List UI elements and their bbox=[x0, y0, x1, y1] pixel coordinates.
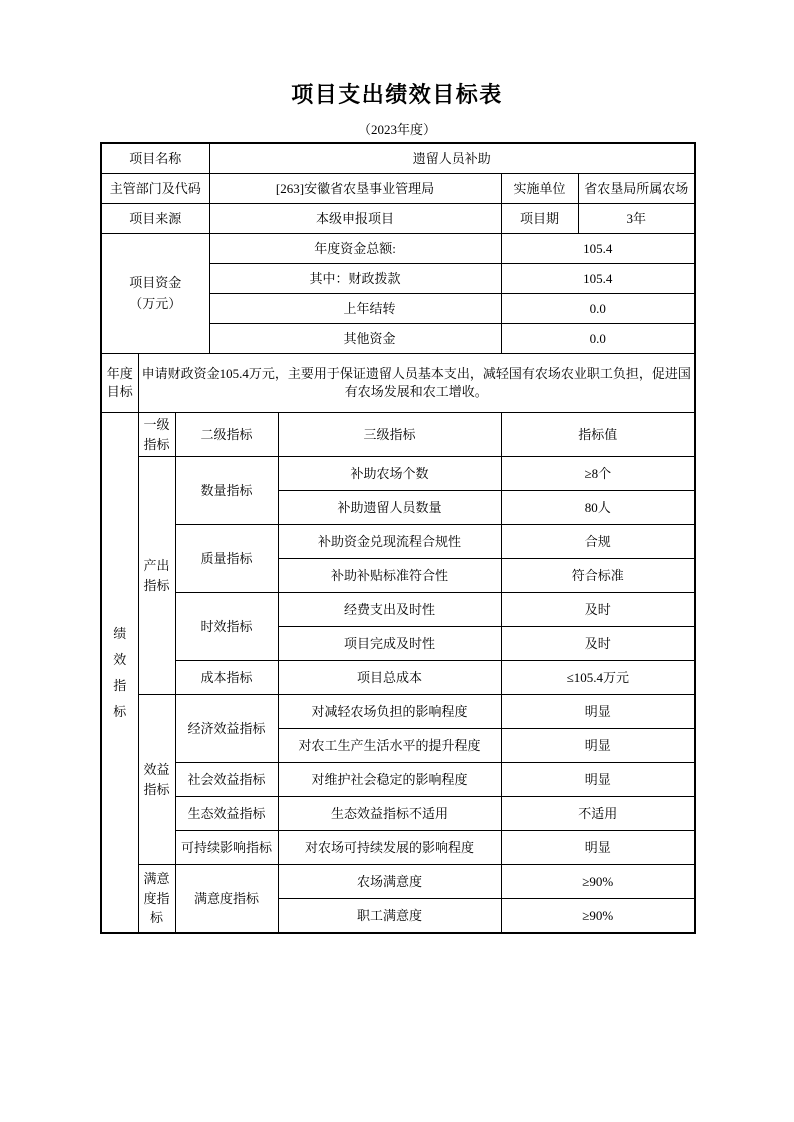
level2-quality: 质量指标 bbox=[175, 525, 278, 593]
indicator-value: 明显 bbox=[501, 831, 695, 865]
indicator-value: ≤105.4万元 bbox=[501, 661, 695, 695]
header-level1-text: 一级指标 bbox=[143, 417, 170, 452]
level3-indicator: 补助农场个数 bbox=[278, 457, 501, 491]
annual-goal-label: 年度目标 bbox=[101, 354, 138, 413]
level3-indicator: 对维护社会稳定的影响程度 bbox=[278, 763, 501, 797]
funds-row-other-value: 0.0 bbox=[501, 324, 695, 354]
level1-satisfaction-text: 满意度指标 bbox=[143, 871, 170, 926]
indicator-value: 明显 bbox=[501, 695, 695, 729]
department-value: [263]安徽省农垦事业管理局 bbox=[209, 174, 501, 204]
performance-target-table bbox=[100, 142, 696, 934]
level3-indicator: 生态效益指标不适用 bbox=[278, 797, 501, 831]
level3-indicator: 补助遗留人员数量 bbox=[278, 491, 501, 525]
level3-indicator: 项目完成及时性 bbox=[278, 627, 501, 661]
funds-label-line1: 项目资金 bbox=[129, 274, 182, 290]
level1-output bbox=[138, 457, 175, 695]
table-row bbox=[101, 174, 695, 204]
indicator-value: 及时 bbox=[501, 593, 695, 627]
level3-indicator: 补助补贴标准符合性 bbox=[278, 559, 501, 593]
level3-indicator: 职工满意度 bbox=[278, 899, 501, 934]
project-period-value: 3年 bbox=[578, 204, 695, 234]
project-source-label: 项目来源 bbox=[101, 204, 209, 234]
level2-sustainable: 可持续影响指标 bbox=[175, 831, 278, 865]
annual-goal-text: 申请财政资金105.4万元，主要用于保证遗留人员基本支出，减轻国有农场农业职工负担，促进国有农场发展和农工增收。 bbox=[138, 354, 695, 413]
project-period-label: 项目期 bbox=[501, 204, 578, 234]
level2-quantity: 数量指标 bbox=[175, 457, 278, 525]
level3-indicator: 补助资金兑现流程合规性 bbox=[278, 525, 501, 559]
page-title: 项目支出绩效目标表 bbox=[291, 82, 503, 107]
level1-output-text: 产出指标 bbox=[143, 558, 170, 593]
performance-indicator-group-text: 绩效指标 bbox=[113, 625, 127, 719]
table-row bbox=[101, 457, 695, 491]
indicator-value: 及时 bbox=[501, 627, 695, 661]
table-row bbox=[101, 763, 695, 797]
level2-social: 社会效益指标 bbox=[175, 763, 278, 797]
level3-indicator: 对减轻农场负担的影响程度 bbox=[278, 695, 501, 729]
funds-row-fiscal-value: 105.4 bbox=[501, 264, 695, 294]
indicator-value: 合规 bbox=[501, 525, 695, 559]
header-level3: 三级指标 bbox=[278, 413, 501, 457]
funds-row-other-label: 其他资金 bbox=[209, 324, 501, 354]
level1-benefit bbox=[138, 695, 175, 865]
level2-satisfaction: 满意度指标 bbox=[175, 865, 278, 934]
project-name-label: 项目名称 bbox=[101, 143, 209, 174]
project-funds-label-text bbox=[129, 275, 181, 311]
level3-indicator: 项目总成本 bbox=[278, 661, 501, 695]
impl-unit-label: 实施单位 bbox=[501, 174, 578, 204]
impl-unit-value: 省农垦局所属农场 bbox=[578, 174, 695, 204]
project-source-value: 本级申报项目 bbox=[209, 204, 501, 234]
funds-row-total-label: 年度资金总额: bbox=[209, 234, 501, 264]
table-row bbox=[101, 143, 695, 174]
level3-indicator: 经费支出及时性 bbox=[278, 593, 501, 627]
table-row bbox=[101, 204, 695, 234]
table-row bbox=[101, 661, 695, 695]
indicator-value: 符合标准 bbox=[501, 559, 695, 593]
table-row bbox=[101, 797, 695, 831]
header-level1 bbox=[138, 413, 175, 457]
funds-row-carryover-value: 0.0 bbox=[501, 294, 695, 324]
level3-indicator: 对农场可持续发展的影响程度 bbox=[278, 831, 501, 865]
indicator-value: 80人 bbox=[501, 491, 695, 525]
funds-label-line2: （万元） bbox=[129, 295, 182, 311]
table-row bbox=[101, 413, 695, 457]
level3-indicator: 对农工生产生活水平的提升程度 bbox=[278, 729, 501, 763]
table-row bbox=[101, 865, 695, 899]
table-row bbox=[101, 695, 695, 729]
level2-economic: 经济效益指标 bbox=[175, 695, 278, 763]
level1-satisfaction bbox=[138, 865, 175, 934]
performance-indicator-group-label bbox=[101, 413, 138, 934]
table-row bbox=[101, 831, 695, 865]
indicator-value: 明显 bbox=[501, 763, 695, 797]
indicator-value: 明显 bbox=[501, 729, 695, 763]
indicator-value: ≥90% bbox=[501, 899, 695, 934]
funds-row-carryover-label: 上年结转 bbox=[209, 294, 501, 324]
page-subtitle: （2023年度） bbox=[357, 122, 436, 137]
table-row bbox=[101, 593, 695, 627]
indicator-value: ≥90% bbox=[501, 865, 695, 899]
funds-row-fiscal-label: 其中：财政拨款 bbox=[209, 264, 501, 294]
table-row bbox=[101, 525, 695, 559]
header-value: 指标值 bbox=[501, 413, 695, 457]
department-label: 主管部门及代码 bbox=[101, 174, 209, 204]
level1-benefit-text: 效益指标 bbox=[143, 762, 170, 797]
funds-row-total-value: 105.4 bbox=[501, 234, 695, 264]
table-row bbox=[101, 354, 695, 413]
indicator-value: ≥8个 bbox=[501, 457, 695, 491]
level2-timeliness: 时效指标 bbox=[175, 593, 278, 661]
level3-indicator: 农场满意度 bbox=[278, 865, 501, 899]
level2-cost: 成本指标 bbox=[175, 661, 278, 695]
indicator-value: 不适用 bbox=[501, 797, 695, 831]
level2-ecological: 生态效益指标 bbox=[175, 797, 278, 831]
project-funds-label bbox=[101, 234, 209, 354]
project-name-value: 遗留人员补助 bbox=[209, 143, 695, 174]
table-row bbox=[101, 234, 695, 264]
header-level2: 二级指标 bbox=[175, 413, 278, 457]
